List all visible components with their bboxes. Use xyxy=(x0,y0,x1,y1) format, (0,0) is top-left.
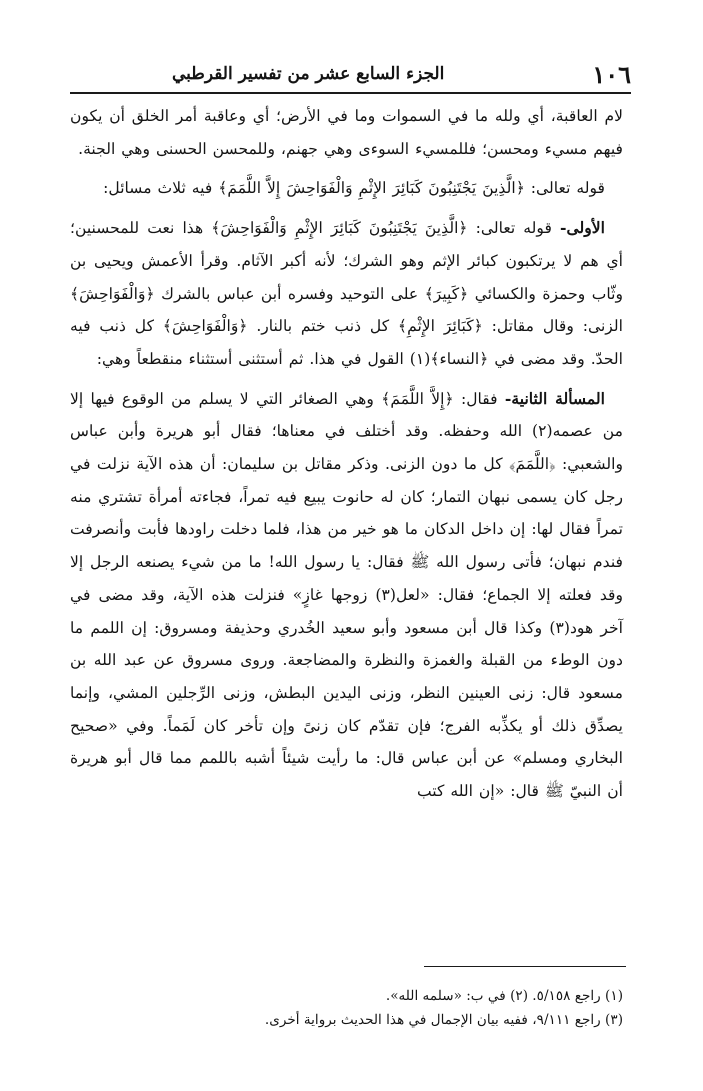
footnote: (١) راجع ٥/١٥٨. (٢) في ب: «سلمه الله». xyxy=(385,988,623,1004)
paragraph-text: فقال: ﴿إِلاَّ اللَّمَمَ﴾ وهي الصغائر التي لا يسلم من الوقوع فيها إلا من عصمه(٢) الله وحفظه. وقد أختلف في معناها؛ فقال أبو هريرة وأبن عباس والشعبي: ﴿اللَّمَمَ﴾ كل ما دون الزنى. وذكر مقاتل بن سليمان: أن هذه الآية نزلت في رجل كان يسمى نبهان التمار؛ كان له حانوت يبيع فيه تمراً، فجاءته أمرأة تشتري منه تمراً فقال لها: إن داخل الدكان ما هو خير من هذا، فلما دخلت راودها فأبت وأنصرفت فندم نبهان؛ فأتى رسول الله ﷺ فقال: يا رسول الله! ما من شيء يصنعه الرجل إلا وقد فعلته إلا الجماع؛ فقال: «لعل(٣) زوجها غازٍ» فنزلت هذه الآية، وقد مضى في آخر هود(٣) وكذا قال أبن مسعود وأبو سعيد الخُدري وحذيفة ومسروق: إن اللمم ما دون الوطء من القبلة والغمزة والنظرة والمضاجعة. وروى مسروق عن عبد الله بن مسعود قال: زنى العينين النظر، وزنى اليدين البطش، وزنى الرِّجلين المشي، وإنما يصدِّق ذلك أو يكذِّبه الفرج؛ فإن تقدّم كان زنىً وإن تأخر كان لَمَماً. وفي «صحيح البخاري ومسلم» عن أبن عباس قال: ما رأيت شيئاً أشبه باللمم مما قال أبو هريرة أن النبيّ ﷺ قال: «إن الله كتب xyxy=(70,389,623,801)
body-text xyxy=(70,100,623,815)
footnotes xyxy=(140,984,623,1032)
page-number: ١٠٦ xyxy=(592,59,631,89)
paragraph xyxy=(70,383,623,808)
header-rule xyxy=(70,92,631,94)
paragraph-text: لام العاقبة، أي ولله ما في السموات وما في الأرض؛ أي وعاقبة أمر الخلق أن يكون فيهم مسيء ومحسن؛ فللمسيء السوءى وهي جهنم، وللمحسن الحسنى وهي الجنة. xyxy=(70,107,623,158)
section-lead: الأولى- xyxy=(560,218,605,238)
paragraph-text: قوله تعالى: ﴿الَّذِينَ يَجْتَنِبُونَ كَبَائِرَ الإِثْمِ وَالْفَوَاحِشَ﴾ هذا نعت للمحسنين؛ أي هم لا يرتكبون كبائر الإثم وهو الشرك؛ لأنه أكبر الآثام. وقرأ الأعمش ويحيى بن وثّاب وحمزة والكسائي ﴿كَبِيرَ﴾ على التوحيد وفسره أبن عباس بالشرك ﴿وَالْفَوَاحِشَ﴾ الزنى: وقال مقاتل: ﴿كَبَائِرَ الإِثْمِ﴾ كل ذنب ختم بالنار. ﴿وَالْفَوَاحِشَ﴾ كل ذنب فيه الحدّ. وقد مضى في ﴿النساء﴾(١) القول في هذا. ثم أستثنى أستثناء منقطعاً وهي: xyxy=(70,219,623,368)
footnote-rule xyxy=(424,966,626,967)
paragraph-text: قوله تعالى: ﴿الَّذِينَ يَجْتَنِبُونَ كَبَائِرَ الإِثْمِ وَالْفَوَاحِشَ إِلاَّ اللَّمَمَ﴾ فيه ثلاث مسائل: xyxy=(103,179,605,198)
section-lead: المسألة الثانية- xyxy=(504,388,605,408)
running-title: الجزء السابع عشر من تفسير القرطبي xyxy=(172,64,445,84)
footnote: (٣) راجع ٩/١١١، ففيه بيان الإجمال في هذا الحديث برواية أخرى. xyxy=(264,1012,623,1028)
paragraph xyxy=(70,212,623,376)
paragraph xyxy=(70,100,623,165)
paragraph xyxy=(70,172,623,205)
page-header xyxy=(70,60,631,88)
